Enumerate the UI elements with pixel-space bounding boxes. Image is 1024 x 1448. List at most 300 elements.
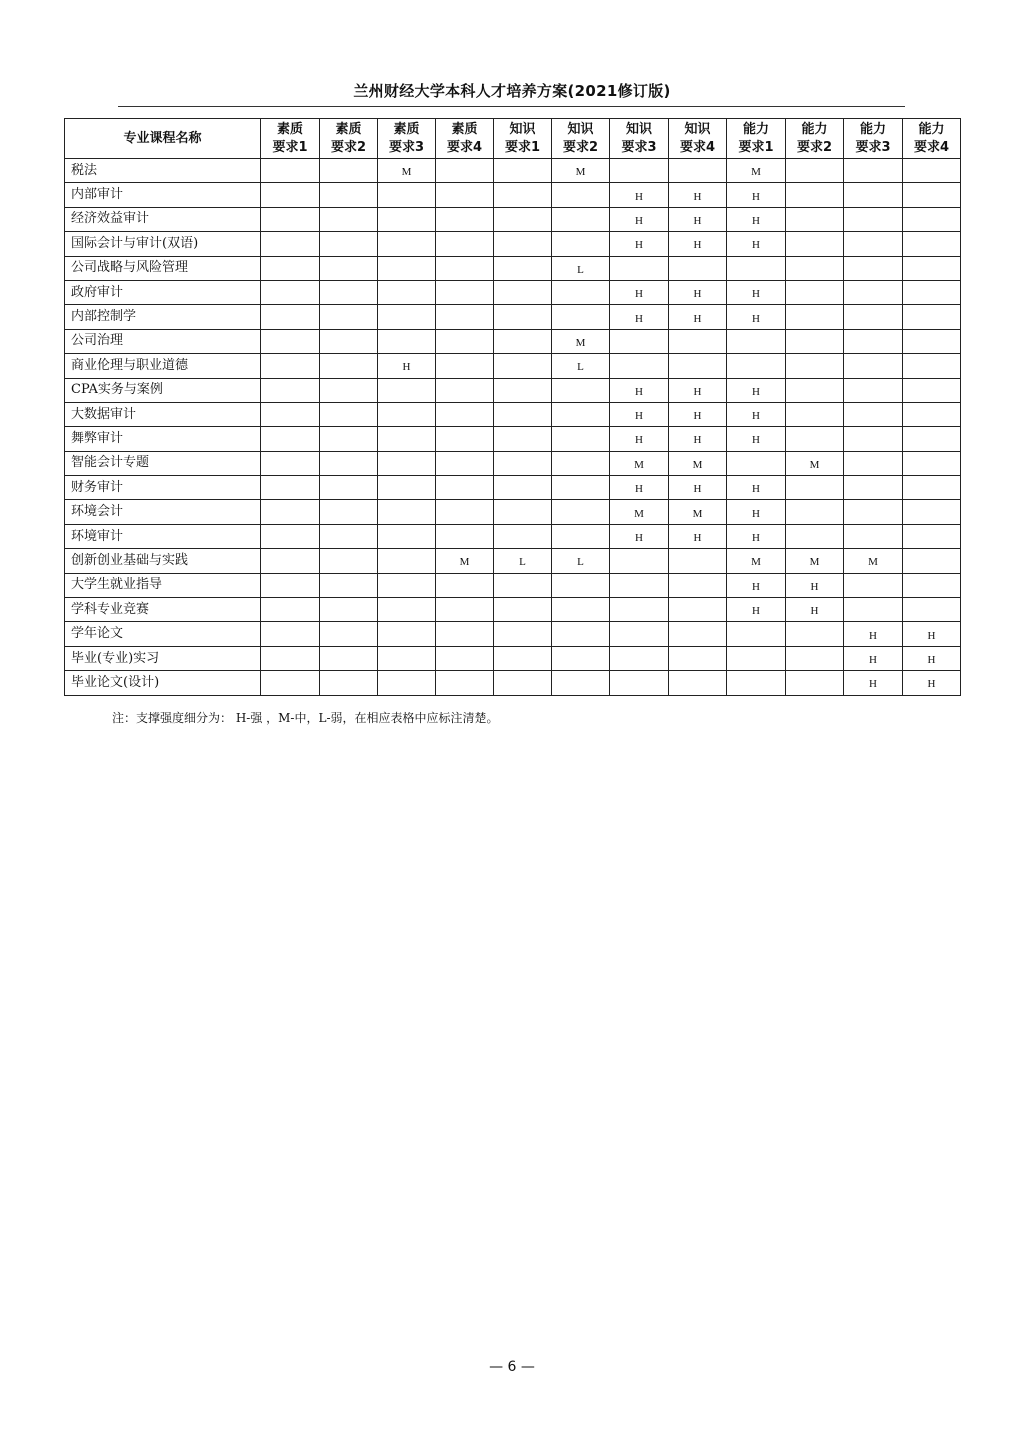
- support-level-cell: [727, 451, 786, 475]
- support-level-cell: [786, 646, 844, 670]
- support-level-cell: [727, 622, 786, 646]
- support-level-cell: [378, 207, 436, 231]
- support-level-cell: [320, 598, 378, 622]
- support-level-cell: [844, 427, 903, 451]
- support-level-cell: [552, 598, 610, 622]
- table-row: [65, 329, 961, 353]
- support-level-cell: H: [727, 598, 786, 622]
- column-header-3: [378, 119, 436, 159]
- support-level-cell: [261, 598, 320, 622]
- support-level-cell: [378, 598, 436, 622]
- support-level-cell: L: [552, 549, 610, 573]
- support-level-cell: M: [610, 451, 669, 475]
- course-name-cell: 学年论文: [65, 622, 261, 646]
- course-name-cell: 舞弊审计: [65, 427, 261, 451]
- support-level-cell: [320, 207, 378, 231]
- support-level-cell: [261, 524, 320, 548]
- column-header-category: 能力: [918, 121, 945, 137]
- support-level-cell: [320, 646, 378, 670]
- table-row: [65, 232, 961, 256]
- support-level-cell: [320, 524, 378, 548]
- support-level-cell: H: [844, 646, 903, 670]
- table-row: [65, 378, 961, 402]
- support-level-cell: [903, 378, 961, 402]
- support-level-cell: [378, 573, 436, 597]
- column-header-10: [786, 119, 844, 159]
- column-header-requirement: 要求2: [796, 139, 833, 155]
- support-level-cell: M: [552, 329, 610, 353]
- support-level-cell: [320, 476, 378, 500]
- support-level-cell: [552, 305, 610, 329]
- support-level-cell: [727, 354, 786, 378]
- support-level-cell: [844, 207, 903, 231]
- support-level-cell: [436, 256, 494, 280]
- column-header-requirement: 要求4: [446, 139, 483, 155]
- support-level-cell: [436, 354, 494, 378]
- support-level-cell: [903, 280, 961, 304]
- support-level-cell: [844, 500, 903, 524]
- support-level-cell: M: [786, 451, 844, 475]
- support-level-cell: H: [727, 573, 786, 597]
- course-name-cell: 商业伦理与职业道德: [65, 354, 261, 378]
- support-level-cell: [610, 159, 669, 183]
- support-level-cell: H: [727, 207, 786, 231]
- support-level-cell: [436, 305, 494, 329]
- column-header-requirement: 要求3: [855, 139, 891, 155]
- support-level-cell: [378, 305, 436, 329]
- support-level-cell: [903, 207, 961, 231]
- support-level-cell: [494, 646, 552, 670]
- support-level-cell: M: [844, 549, 903, 573]
- support-level-cell: [610, 622, 669, 646]
- support-level-cell: H: [669, 232, 727, 256]
- support-level-cell: [436, 598, 494, 622]
- column-header-requirement: 要求1: [738, 139, 774, 155]
- course-name-cell: 国际会计与审计(双语): [65, 232, 261, 256]
- column-header-2: [320, 119, 378, 159]
- support-level-cell: [261, 183, 320, 207]
- course-name-cell: 政府审计: [65, 280, 261, 304]
- support-level-cell: [261, 671, 320, 695]
- support-level-cell: [436, 280, 494, 304]
- column-header-category: 素质: [276, 121, 303, 137]
- support-level-cell: [844, 451, 903, 475]
- column-header-6: [552, 119, 610, 159]
- support-level-cell: [844, 280, 903, 304]
- support-level-cell: M: [727, 159, 786, 183]
- course-name-cell: 公司治理: [65, 329, 261, 353]
- support-level-cell: M: [727, 549, 786, 573]
- support-level-cell: [494, 378, 552, 402]
- support-level-cell: [378, 378, 436, 402]
- support-level-cell: H: [727, 427, 786, 451]
- support-level-cell: H: [378, 354, 436, 378]
- column-header-9: [727, 119, 786, 159]
- column-header-12: [903, 119, 961, 159]
- support-level-cell: [378, 622, 436, 646]
- table-row: [65, 427, 961, 451]
- support-level-cell: [436, 646, 494, 670]
- course-name-cell: 内部审计: [65, 183, 261, 207]
- support-level-cell: H: [727, 524, 786, 548]
- support-level-cell: [844, 329, 903, 353]
- support-level-cell: [261, 207, 320, 231]
- course-name-cell: 内部控制学: [65, 305, 261, 329]
- support-level-cell: [552, 402, 610, 426]
- support-level-cell: H: [727, 378, 786, 402]
- support-level-cell: M: [378, 159, 436, 183]
- table-row: [65, 622, 961, 646]
- table-header: [65, 119, 961, 159]
- support-level-cell: [436, 329, 494, 353]
- support-level-cell: [261, 232, 320, 256]
- support-level-cell: [436, 476, 494, 500]
- column-header-category: 能力: [859, 121, 886, 137]
- support-level-cell: [844, 524, 903, 548]
- support-level-cell: [903, 232, 961, 256]
- course-name-cell: 大数据审计: [65, 402, 261, 426]
- support-level-cell: [261, 646, 320, 670]
- support-level-cell: [844, 573, 903, 597]
- table-row: [65, 354, 961, 378]
- column-header-5: [494, 119, 552, 159]
- course-name-cell: 创新创业基础与实践: [65, 549, 261, 573]
- support-level-cell: [494, 427, 552, 451]
- course-name-cell: 经济效益审计: [65, 207, 261, 231]
- support-level-cell: [378, 256, 436, 280]
- support-level-cell: [494, 598, 552, 622]
- support-level-cell: H: [903, 646, 961, 670]
- column-header-category: 知识: [509, 121, 536, 137]
- support-level-cell: [378, 524, 436, 548]
- table-row: [65, 305, 961, 329]
- support-level-cell: [669, 354, 727, 378]
- support-level-cell: [378, 451, 436, 475]
- column-header-category: 能力: [801, 121, 828, 137]
- support-level-cell: [494, 305, 552, 329]
- support-level-cell: [494, 451, 552, 475]
- course-name-cell: 公司战略与风险管理: [65, 256, 261, 280]
- support-level-cell: [494, 500, 552, 524]
- support-level-cell: [903, 573, 961, 597]
- course-name-cell: 大学生就业指导: [65, 573, 261, 597]
- support-level-cell: [320, 329, 378, 353]
- support-level-cell: [903, 159, 961, 183]
- support-level-cell: [727, 256, 786, 280]
- support-level-cell: H: [727, 232, 786, 256]
- support-level-cell: H: [610, 378, 669, 402]
- support-level-cell: [786, 402, 844, 426]
- support-level-cell: [436, 622, 494, 646]
- table-row: [65, 476, 961, 500]
- support-level-cell: [844, 476, 903, 500]
- support-level-cell: [552, 476, 610, 500]
- support-level-cell: [261, 573, 320, 597]
- support-level-cell: [261, 329, 320, 353]
- support-level-cell: [494, 329, 552, 353]
- support-level-cell: [494, 622, 552, 646]
- support-level-cell: [610, 598, 669, 622]
- support-level-cell: [436, 427, 494, 451]
- support-level-cell: [494, 476, 552, 500]
- support-level-cell: [610, 549, 669, 573]
- support-level-cell: H: [786, 573, 844, 597]
- column-header-category: 知识: [625, 121, 652, 137]
- support-level-cell: [786, 305, 844, 329]
- support-level-cell: [436, 159, 494, 183]
- support-level-cell: [494, 183, 552, 207]
- support-level-cell: H: [610, 402, 669, 426]
- support-level-cell: [378, 280, 436, 304]
- column-header-requirement: 要求3: [621, 139, 657, 155]
- support-level-cell: [378, 646, 436, 670]
- table-row: [65, 183, 961, 207]
- support-level-cell: [320, 402, 378, 426]
- support-level-cell: [903, 500, 961, 524]
- support-level-cell: [261, 256, 320, 280]
- support-level-cell: [494, 256, 552, 280]
- support-level-cell: [786, 354, 844, 378]
- support-level-cell: H: [727, 183, 786, 207]
- support-level-cell: [610, 354, 669, 378]
- support-level-cell: [903, 402, 961, 426]
- course-name-cell: 税法: [65, 159, 261, 183]
- support-level-cell: [261, 476, 320, 500]
- support-level-cell: [378, 183, 436, 207]
- support-level-cell: [786, 378, 844, 402]
- support-level-cell: [261, 549, 320, 573]
- support-level-cell: [786, 500, 844, 524]
- table-row: [65, 598, 961, 622]
- support-level-cell: H: [844, 671, 903, 695]
- support-level-cell: H: [669, 207, 727, 231]
- support-level-cell: [844, 256, 903, 280]
- table-row: [65, 671, 961, 695]
- support-level-cell: [494, 524, 552, 548]
- support-level-cell: [786, 671, 844, 695]
- support-level-cell: H: [844, 622, 903, 646]
- support-level-cell: [320, 549, 378, 573]
- support-level-cell: H: [669, 305, 727, 329]
- support-level-cell: [494, 671, 552, 695]
- support-level-cell: M: [669, 500, 727, 524]
- support-level-cell: [552, 671, 610, 695]
- support-level-cell: [378, 329, 436, 353]
- page-title: 兰州财经大学本科人才培养方案(2021修订版): [353, 82, 671, 100]
- support-level-cell: [903, 451, 961, 475]
- support-level-cell: [552, 427, 610, 451]
- support-level-cell: H: [610, 280, 669, 304]
- column-header-category: 知识: [567, 121, 594, 137]
- support-level-cell: [844, 402, 903, 426]
- support-level-cell: [494, 207, 552, 231]
- support-level-cell: M: [436, 549, 494, 573]
- support-level-cell: [378, 671, 436, 695]
- support-level-cell: [436, 207, 494, 231]
- support-level-cell: H: [727, 402, 786, 426]
- support-level-cell: [786, 207, 844, 231]
- table-row: [65, 573, 961, 597]
- support-level-cell: [903, 256, 961, 280]
- support-level-cell: [378, 500, 436, 524]
- support-level-cell: H: [610, 524, 669, 548]
- support-level-cell: [320, 451, 378, 475]
- support-level-cell: [610, 646, 669, 670]
- column-header-4: [436, 119, 494, 159]
- support-level-cell: [436, 500, 494, 524]
- support-level-cell: H: [669, 524, 727, 548]
- table-row: [65, 280, 961, 304]
- support-level-cell: [786, 329, 844, 353]
- support-level-cell: H: [669, 183, 727, 207]
- support-level-cell: [903, 427, 961, 451]
- support-level-cell: [436, 524, 494, 548]
- column-header-8: [669, 119, 727, 159]
- column-header-requirement: 要求4: [913, 139, 950, 155]
- support-level-cell: H: [903, 622, 961, 646]
- support-level-cell: [786, 232, 844, 256]
- course-name-cell: 毕业论文(设计): [65, 671, 261, 695]
- support-level-cell: [552, 207, 610, 231]
- column-header-1: [261, 119, 320, 159]
- support-level-cell: [552, 378, 610, 402]
- support-level-cell: [903, 354, 961, 378]
- support-level-cell: [903, 524, 961, 548]
- support-level-cell: [436, 573, 494, 597]
- support-level-cell: [903, 598, 961, 622]
- support-level-cell: [378, 402, 436, 426]
- page-number: — 6 —: [489, 1359, 535, 1375]
- table-row: [65, 159, 961, 183]
- column-header-requirement: 要求1: [504, 139, 541, 155]
- support-level-cell: [669, 671, 727, 695]
- support-level-cell: [844, 159, 903, 183]
- support-level-cell: M: [610, 500, 669, 524]
- support-level-cell: [669, 159, 727, 183]
- support-level-cell: [320, 573, 378, 597]
- support-level-cell: [669, 329, 727, 353]
- support-level-cell: H: [727, 280, 786, 304]
- support-level-cell: H: [669, 476, 727, 500]
- table-row: [65, 256, 961, 280]
- support-level-cell: [436, 232, 494, 256]
- support-level-cell: [552, 232, 610, 256]
- support-level-cell: [261, 280, 320, 304]
- support-level-cell: H: [727, 305, 786, 329]
- support-level-cell: H: [786, 598, 844, 622]
- table-row: [65, 500, 961, 524]
- support-level-cell: [552, 280, 610, 304]
- support-level-cell: L: [552, 354, 610, 378]
- table-row: [65, 646, 961, 670]
- support-level-cell: [320, 354, 378, 378]
- support-level-cell: [552, 183, 610, 207]
- support-level-cell: [378, 427, 436, 451]
- support-level-cell: [320, 280, 378, 304]
- support-level-cell: [436, 183, 494, 207]
- support-level-cell: [786, 280, 844, 304]
- column-header-requirement: 要求2: [562, 139, 599, 155]
- support-level-cell: [786, 622, 844, 646]
- support-level-cell: [610, 329, 669, 353]
- support-level-cell: [261, 402, 320, 426]
- column-header-category: 素质: [393, 121, 420, 137]
- support-level-cell: M: [552, 159, 610, 183]
- support-level-cell: H: [727, 476, 786, 500]
- course-name-cell: CPA实务与案例: [65, 378, 261, 402]
- course-name-cell: 环境审计: [65, 524, 261, 548]
- support-level-cell: [669, 598, 727, 622]
- course-requirement-matrix: [64, 118, 961, 696]
- support-level-cell: [494, 280, 552, 304]
- support-level-cell: [669, 622, 727, 646]
- table-footnote: 注：支撑强度细分为： H-强 ，M-中，L-弱，在相应表格中应标注清楚。: [112, 711, 499, 725]
- support-level-cell: [903, 329, 961, 353]
- support-level-cell: H: [610, 427, 669, 451]
- column-header-requirement: 要求1: [272, 139, 308, 155]
- column-header-category: 能力: [742, 121, 769, 137]
- support-level-cell: [494, 354, 552, 378]
- support-level-cell: [552, 524, 610, 548]
- support-level-cell: [786, 183, 844, 207]
- support-level-cell: [320, 305, 378, 329]
- support-level-cell: [552, 573, 610, 597]
- course-name-cell: 环境会计: [65, 500, 261, 524]
- support-level-cell: [610, 671, 669, 695]
- support-level-cell: [903, 476, 961, 500]
- support-level-cell: [320, 500, 378, 524]
- support-level-cell: [610, 256, 669, 280]
- support-level-cell: H: [610, 232, 669, 256]
- support-level-cell: [494, 159, 552, 183]
- support-level-cell: [669, 573, 727, 597]
- table-row: [65, 524, 961, 548]
- course-name-cell: 学科专业竞赛: [65, 598, 261, 622]
- support-level-cell: [786, 476, 844, 500]
- support-level-cell: [378, 549, 436, 573]
- support-level-cell: H: [727, 500, 786, 524]
- support-level-cell: [261, 354, 320, 378]
- support-level-cell: [903, 183, 961, 207]
- support-level-cell: H: [903, 671, 961, 695]
- support-level-cell: [261, 500, 320, 524]
- support-level-cell: [320, 671, 378, 695]
- support-level-cell: [727, 671, 786, 695]
- support-level-cell: [552, 646, 610, 670]
- support-level-cell: L: [494, 549, 552, 573]
- support-level-cell: [844, 232, 903, 256]
- support-level-cell: [903, 305, 961, 329]
- column-header-requirement: 要求3: [388, 139, 425, 155]
- support-level-cell: [378, 232, 436, 256]
- support-level-cell: [261, 305, 320, 329]
- support-level-cell: [320, 622, 378, 646]
- support-level-cell: [261, 427, 320, 451]
- support-level-cell: [844, 378, 903, 402]
- support-level-cell: [378, 476, 436, 500]
- course-name-cell: 智能会计专题: [65, 451, 261, 475]
- support-level-cell: H: [669, 378, 727, 402]
- support-level-cell: [727, 646, 786, 670]
- table-row: [65, 402, 961, 426]
- support-level-cell: [261, 622, 320, 646]
- support-level-cell: [494, 402, 552, 426]
- support-level-cell: [320, 427, 378, 451]
- support-level-cell: [261, 378, 320, 402]
- support-level-cell: H: [669, 280, 727, 304]
- support-level-cell: [727, 329, 786, 353]
- support-level-cell: H: [669, 427, 727, 451]
